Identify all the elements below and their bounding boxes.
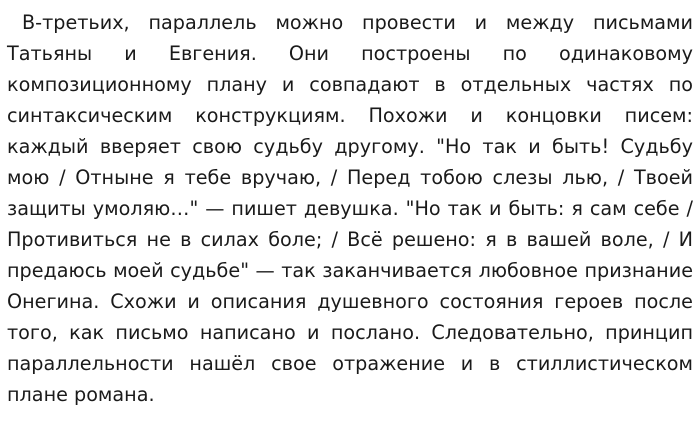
document-body	[7, 7, 693, 410]
paragraph: В-третьих, параллель можно провести и между письмами Татьяны и Евгения. Они построены по одинаковому композиционному плану и совпадают в отдельных частях по синтаксическим конструкциям. Похожи и концовки писем: каждый вверяет свою судьбу другому. "Но так и быть! Судьбу мою / Отныне я тебе вручаю, / Перед тобою слезы лью, / Твоей защиты умоляю…" — пишет девушка. "Но так и быть: я сам себе / Противиться не в силах боле; / Всё решено: я в вашей воле, / И предаюсь моей судьбе" — так заканчивается любовное признание Онегина. Схожи и описания душевного состояния героев после того, как письмо написано и послано. Следовательно, принцип параллельности нашёл свое отражение и в стиллистическом плане романа.	[7, 11, 693, 406]
